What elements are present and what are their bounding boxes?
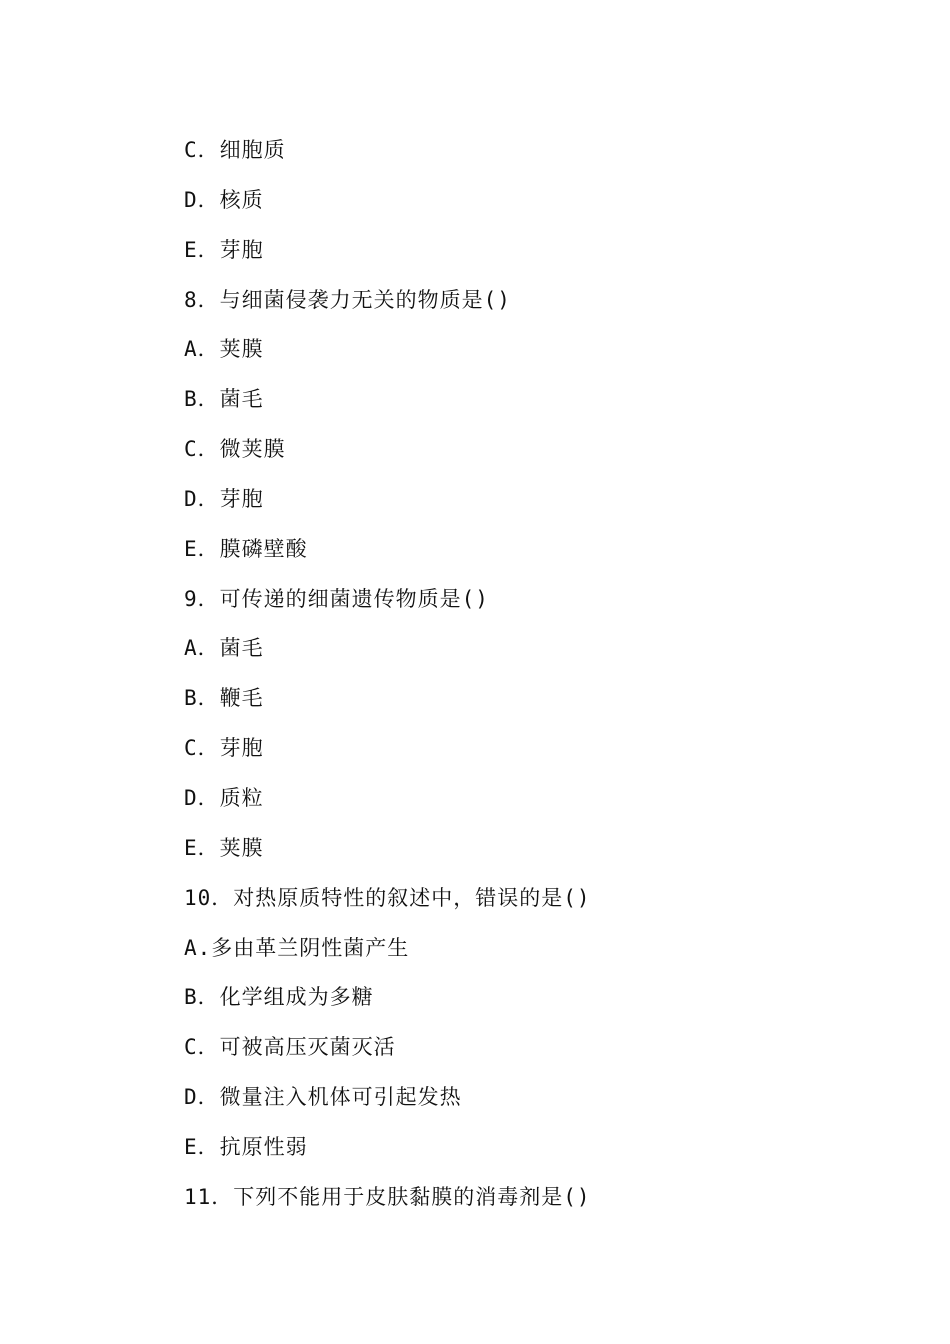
question-9-option-a: A．菌毛 [184, 636, 264, 661]
question-10: 10．对热原质特性的叙述中，错误的是() [184, 885, 591, 910]
question-9-option-d: D．质粒 [184, 785, 264, 810]
question-9-option-c: C．芽胞 [184, 736, 264, 761]
question-8-option-d: D．芽胞 [184, 486, 264, 511]
question-9-option-e: E．荚膜 [184, 835, 264, 860]
question-8-option-c: C．微荚膜 [184, 437, 286, 462]
question-11: 11．下列不能用于皮肤黏膜的消毒剂是() [184, 1184, 591, 1209]
question-list [184, 135, 591, 1232]
question-9: 9．可传递的细菌遗传物质是() [184, 586, 489, 611]
question-10-option-c: C．可被高压灭菌灭活 [184, 1035, 396, 1060]
option-c-cytoplasm: C．细胞质 [184, 138, 286, 162]
question-10-option-e: E．抗原性弱 [184, 1134, 308, 1159]
question-10-option-a: A.多由革兰阴性菌产生 [184, 935, 410, 960]
question-9-option-b: B．鞭毛 [184, 686, 264, 711]
question-10-option-d: D．微量注入机体可引起发热 [184, 1085, 462, 1110]
question-8-option-a: A．荚膜 [184, 337, 264, 362]
question-10-option-b: B．化学组成为多糖 [184, 985, 374, 1010]
option-e-spore: E．芽胞 [184, 237, 264, 262]
question-8: 8．与细菌侵袭力无关的物质是() [184, 287, 511, 312]
question-8-option-b: B．菌毛 [184, 387, 264, 412]
option-d-nucleoid: D．核质 [184, 187, 264, 212]
question-8-option-e: E．膜磷壁酸 [184, 536, 308, 561]
